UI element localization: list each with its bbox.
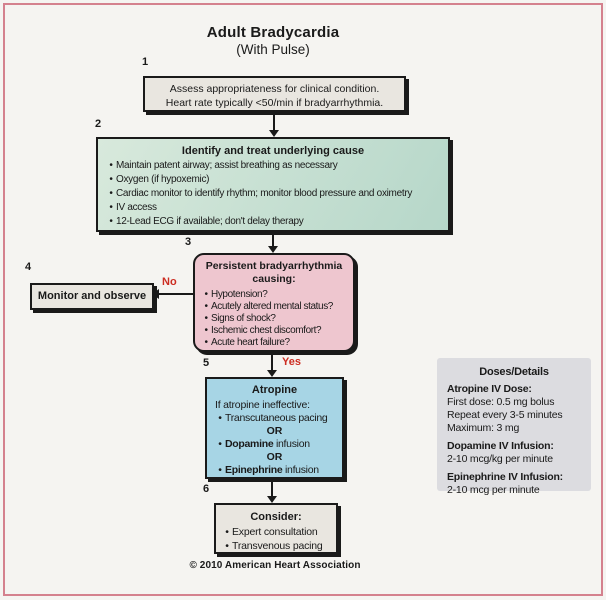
- bullet-dot: •: [204, 313, 208, 324]
- step-5-or-2: OR: [266, 451, 283, 463]
- arrow-step3-to-step4: [159, 293, 193, 295]
- doses-line: Maximum: 3 mg: [447, 422, 520, 434]
- step-5-title: Atropine: [251, 384, 298, 396]
- bullet-text: Transvenous pacing: [232, 540, 323, 552]
- step-number-2: 2: [95, 118, 102, 130]
- bullet-text: Ischemic chest discomfort?: [211, 325, 322, 336]
- bullet-dot: •: [204, 325, 208, 336]
- step-3-box: [193, 253, 355, 352]
- bullet-dot: •: [225, 526, 229, 538]
- step-4-box: [30, 283, 154, 310]
- doses-heading: Atropine IV Dose:: [447, 383, 532, 395]
- step-2-bullet-1: [106, 159, 440, 173]
- step-5-item-3: [215, 464, 334, 477]
- doses-line: First dose: 0.5 mg bolus: [447, 396, 555, 408]
- step-6-title: Consider:: [250, 511, 302, 523]
- step-2-bullet-2: [106, 173, 440, 187]
- step-1-line-2: Heart rate typically <50/min if bradyarrhythmia.: [165, 97, 384, 109]
- step-3-bullet-3: [201, 313, 347, 325]
- bullet-text: Acutely altered mental status?: [211, 301, 333, 312]
- bullet-text: Maintain patent airway; assist breathing as necessary: [116, 160, 338, 171]
- step-number-6: 6: [203, 483, 210, 495]
- page-header: [70, 24, 476, 58]
- bullet-dot: •: [109, 160, 113, 171]
- step-2-title: Identify and treat underlying cause: [181, 145, 365, 157]
- step-6-box: [214, 503, 338, 554]
- step-3-bullet-4: [201, 325, 347, 337]
- doses-section-epinephrine: [447, 471, 581, 497]
- drug-name: Epinephrine: [225, 464, 283, 476]
- bullet-text: Hypotension?: [211, 289, 268, 300]
- arrowhead-step3-to-step5: [267, 370, 277, 377]
- step-2-bullet-4: [106, 201, 440, 215]
- bullet-text: Signs of shock?: [211, 313, 276, 324]
- doses-panel-title: Doses/Details: [479, 366, 549, 378]
- bullet-dot: •: [109, 202, 113, 213]
- bullet-dot: •: [218, 438, 222, 450]
- arrow-step5-to-step6: [271, 479, 273, 496]
- bullet-dot: •: [218, 412, 222, 424]
- step-3-bullet-2: [201, 301, 347, 313]
- bullet-dot: •: [109, 188, 113, 199]
- step-5-or-1: OR: [266, 425, 283, 437]
- bullet-dot: •: [109, 174, 113, 185]
- bullet-dot: •: [204, 301, 208, 312]
- step-number-5: 5: [203, 357, 210, 369]
- step-1-box: [143, 76, 406, 112]
- step-2-bullet-3: [106, 187, 440, 201]
- arrow-step3-to-step5: [271, 352, 273, 370]
- bullet-dot: •: [109, 216, 113, 227]
- step-5-intro: If atropine ineffective:: [215, 399, 310, 411]
- page-title: Adult Bradycardia: [206, 24, 340, 41]
- step-1-line-1: Assess appropriateness for clinical condition.: [169, 83, 380, 95]
- step-2-bullet-5: [106, 215, 440, 229]
- bullet-text: Cardiac monitor to identify rhythm; monitor blood pressure and oximetry: [116, 188, 413, 199]
- page-subtitle: (With Pulse): [236, 42, 310, 57]
- item-text: infusion: [282, 464, 319, 476]
- bullet-dot: •: [204, 337, 208, 348]
- bullet-dot: •: [204, 289, 208, 300]
- bullet-text: 12-Lead ECG if available; don't delay therapy: [116, 216, 304, 227]
- item-text: Transcutaneous pacing: [225, 412, 328, 424]
- footer-copyright: © 2010 American Heart Association: [189, 560, 361, 571]
- item-text: infusion: [273, 438, 310, 450]
- arrowhead-step1-to-step2: [269, 130, 279, 137]
- step-2-box: [96, 137, 450, 232]
- step-5-box: [205, 377, 344, 479]
- step-5-item-2: [215, 438, 334, 451]
- arrowhead-step5-to-step6: [267, 496, 277, 503]
- doses-section-atropine: [447, 383, 581, 435]
- no-branch-label: No: [162, 276, 177, 288]
- arrow-step1-to-step2: [273, 112, 275, 130]
- step-3-bullet-1: [201, 289, 347, 301]
- drug-name: Dopamine: [225, 438, 274, 450]
- step-number-3: 3: [185, 236, 192, 248]
- step-6-bullet-1: [222, 525, 330, 539]
- doses-details-panel: [437, 358, 591, 496]
- step-number-4: 4: [25, 261, 32, 273]
- doses-line: Repeat every 3-5 minutes: [447, 409, 563, 421]
- bullet-dot: •: [225, 540, 229, 552]
- doses-section-dopamine: [447, 440, 581, 466]
- doses-heading: Epinephrine IV Infusion:: [447, 471, 563, 483]
- bullet-text: Expert consultation: [232, 526, 318, 538]
- step-3-bullet-5: [201, 337, 347, 349]
- step-5-item-1: [215, 412, 334, 425]
- step-3-title: Persistent bradyarrhythmia causing:: [205, 260, 343, 285]
- step-4-text: Monitor and observe: [37, 290, 147, 302]
- doses-line: 2-10 mcg per minute: [447, 484, 540, 496]
- doses-line: 2-10 mcg/kg per minute: [447, 453, 553, 465]
- bullet-text: Oxygen (if hypoxemic): [116, 174, 210, 185]
- arrow-step2-to-step3: [272, 232, 274, 246]
- step-6-bullet-2: [222, 539, 330, 553]
- bullet-dot: •: [218, 464, 222, 476]
- bullet-text: Acute heart failure?: [211, 337, 290, 348]
- arrowhead-step2-to-step3: [268, 246, 278, 253]
- step-number-1: 1: [142, 56, 149, 68]
- bullet-text: IV access: [116, 202, 157, 213]
- yes-branch-label: Yes: [282, 356, 301, 368]
- doses-heading: Dopamine IV Infusion:: [447, 440, 554, 452]
